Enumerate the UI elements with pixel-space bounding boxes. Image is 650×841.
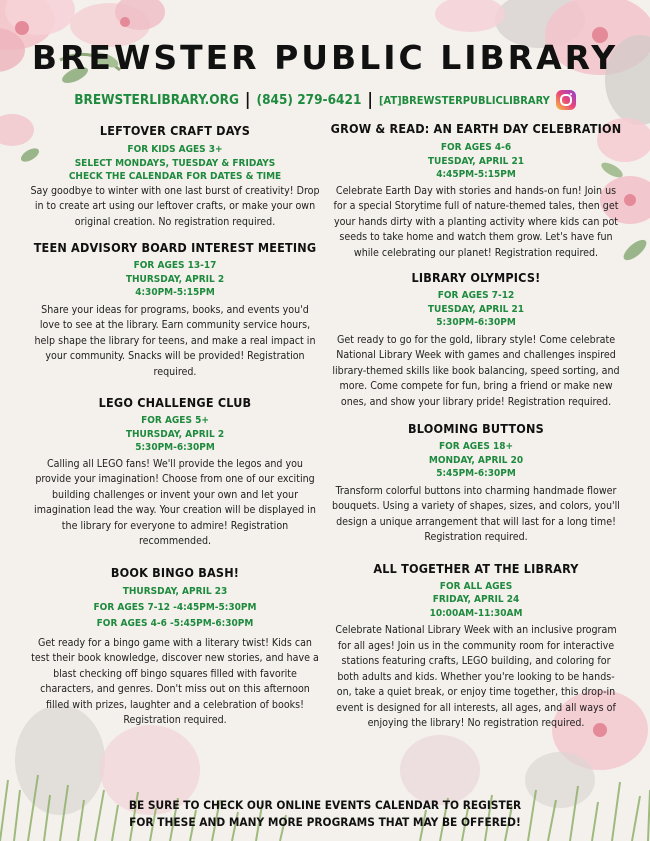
event-title: LEFTOVER CRAFT DAYS	[99, 123, 251, 138]
event-description: Say goodbye to winter with one last burst of creativity! Drop in to create art using our leftover crafts, or make your own original creation. No registration required.	[30, 184, 320, 228]
event-detail: FOR AGES 13-17	[133, 260, 217, 271]
contact-bar	[0, 90, 650, 110]
website-link[interactable]: BREWSTERLIBRARY.ORG	[74, 92, 239, 108]
event-detail: THURSDAY, APRIL 23	[122, 585, 228, 597]
event-detail: 10:00AM-11:30AM	[429, 607, 523, 619]
event-detail: FOR AGES 5+	[141, 415, 209, 426]
instagram-icon[interactable]	[556, 90, 576, 110]
event-title: GROW & READ: AN EARTH DAY CELEBRATION	[330, 121, 622, 136]
event-detail: CHECK THE CALENDAR FOR DATES & TIME	[68, 171, 282, 182]
event-title: BLOOMING BUTTONS	[408, 421, 544, 436]
event-detail: FOR AGES 4-6	[440, 142, 512, 153]
right-column	[330, 120, 622, 732]
event-detail: THURSDAY, APRIL 2	[125, 428, 225, 440]
event-detail: FOR AGES 18+	[438, 441, 513, 452]
event-library-olympics	[330, 269, 622, 410]
event-detail: TUESDAY, APRIL 21	[427, 155, 525, 167]
event-all-together	[330, 560, 622, 732]
phone-number[interactable]: (845) 279-6421	[256, 92, 362, 108]
instagram-handle[interactable]: [AT]BREWSTERPUBLICLIBRARY	[379, 93, 550, 107]
event-book-bingo-bash	[30, 564, 320, 729]
event-detail: FRIDAY, APRIL 24	[432, 594, 520, 605]
event-title: LIBRARY OLYMPICS!	[411, 270, 541, 285]
event-detail: 4:45PM-5:15PM	[436, 169, 516, 180]
event-detail: FOR AGES 7-12 -4:45PM-5:30PM	[93, 601, 257, 613]
event-detail: MONDAY, APRIL 20	[428, 454, 524, 466]
event-description: Get ready to go for the gold, library style! Come celebrate National Library Week with games and challenges inspired library-themed skills like book balancing, speed sorting, and more. Come compete for fun, bring a friend or make new ones, and show your library pride! Registration required.	[332, 333, 620, 408]
event-detail: FOR AGES 7-12	[437, 290, 515, 301]
event-grow-and-read	[330, 120, 622, 261]
divider: |	[367, 90, 373, 110]
event-description: Get ready for a bingo game with a literary twist! Kids can test their book knowledge, discover new stories, and have a blast checking off bingo squares filled with favorite characters, and genres. Don't miss out on this afternoon filled with prizes, laughter and a celebration of books! Registration required.	[31, 636, 319, 726]
event-detail: 5:45PM-6:30PM	[436, 468, 516, 479]
event-detail: FOR AGES 4-6 -5:45PM-6:30PM	[96, 617, 254, 629]
event-title: BOOK BINGO BASH!	[110, 564, 240, 580]
footer-notice	[0, 797, 650, 831]
event-title: LEGO CHALLENGE CLUB	[98, 395, 252, 410]
event-detail: FOR ALL AGES	[439, 580, 513, 592]
page-title: BREWSTER PUBLIC LIBRARY	[31, 38, 619, 77]
event-detail: THURSDAY, APRIL 2	[125, 273, 225, 285]
left-column	[30, 122, 320, 729]
event-description: Celebrate National Library Week with an inclusive program for all ages! Join us in the community room for interactive stations featuring crafts, LEGO building, and coloring for both adults and kids. Whether you're looking to be hands-on, take a quiet break, or enjoy time together, this drop-in event is designed for all interests, all ages, and all ways of enjoying the library! No registration required.	[335, 624, 617, 729]
event-description: Calling all LEGO fans! We'll provide the legos and you provide your imagination! Choose from one of our exciting building challenges or invent your own and let your imagination lead the way. Your creation will be displayed in the library for everyone to admire! Registration recommended.	[34, 457, 316, 547]
event-lego-challenge-club	[30, 394, 320, 550]
divider: |	[244, 90, 251, 110]
event-leftover-craft-days	[30, 122, 320, 230]
event-detail: 5:30PM-6:30PM	[135, 442, 215, 453]
event-title: TEEN ADVISORY BOARD INTEREST MEETING	[33, 240, 317, 255]
event-description: Share your ideas for programs, books, and events you'd love to see at the library. Earn community service hours, help shape the library for teens, and make a real impact in your community. Snacks will be provided! Registration required.	[34, 303, 316, 378]
event-detail: SELECT MONDAYS, TUESDAY & FRIDAYS	[74, 157, 276, 169]
footer-line: FOR THESE AND MANY MORE PROGRAMS THAT MAY BE OFFERED!	[129, 815, 521, 829]
event-detail: FOR KIDS AGES 3+	[127, 144, 223, 155]
footer-line: BE SURE TO CHECK OUR ONLINE EVENTS CALENDAR TO REGISTER	[128, 798, 522, 812]
event-teen-advisory-board	[30, 239, 320, 380]
event-detail: 5:30PM-6:30PM	[436, 317, 516, 328]
event-detail: 4:30PM-5:15PM	[135, 287, 215, 298]
event-detail: TUESDAY, APRIL 21	[427, 303, 525, 315]
event-description: Celebrate Earth Day with stories and hands-on fun! Join us for a special Storytime full of nature-themed tales, then get your hands dirty with a planting activity where kids can pot seeds to take home and watch them grow. Let's have fun while celebrating our planet! Registration required.	[333, 184, 619, 259]
event-description: Transform colorful buttons into charming handmade flower bouquets. Using a variety of shapes, sizes, and colors, you'll design a unique arrangement that will last for a long time! Registration required.	[332, 484, 620, 543]
event-title: ALL TOGETHER AT THE LIBRARY	[373, 560, 579, 576]
event-blooming-buttons	[330, 420, 622, 546]
